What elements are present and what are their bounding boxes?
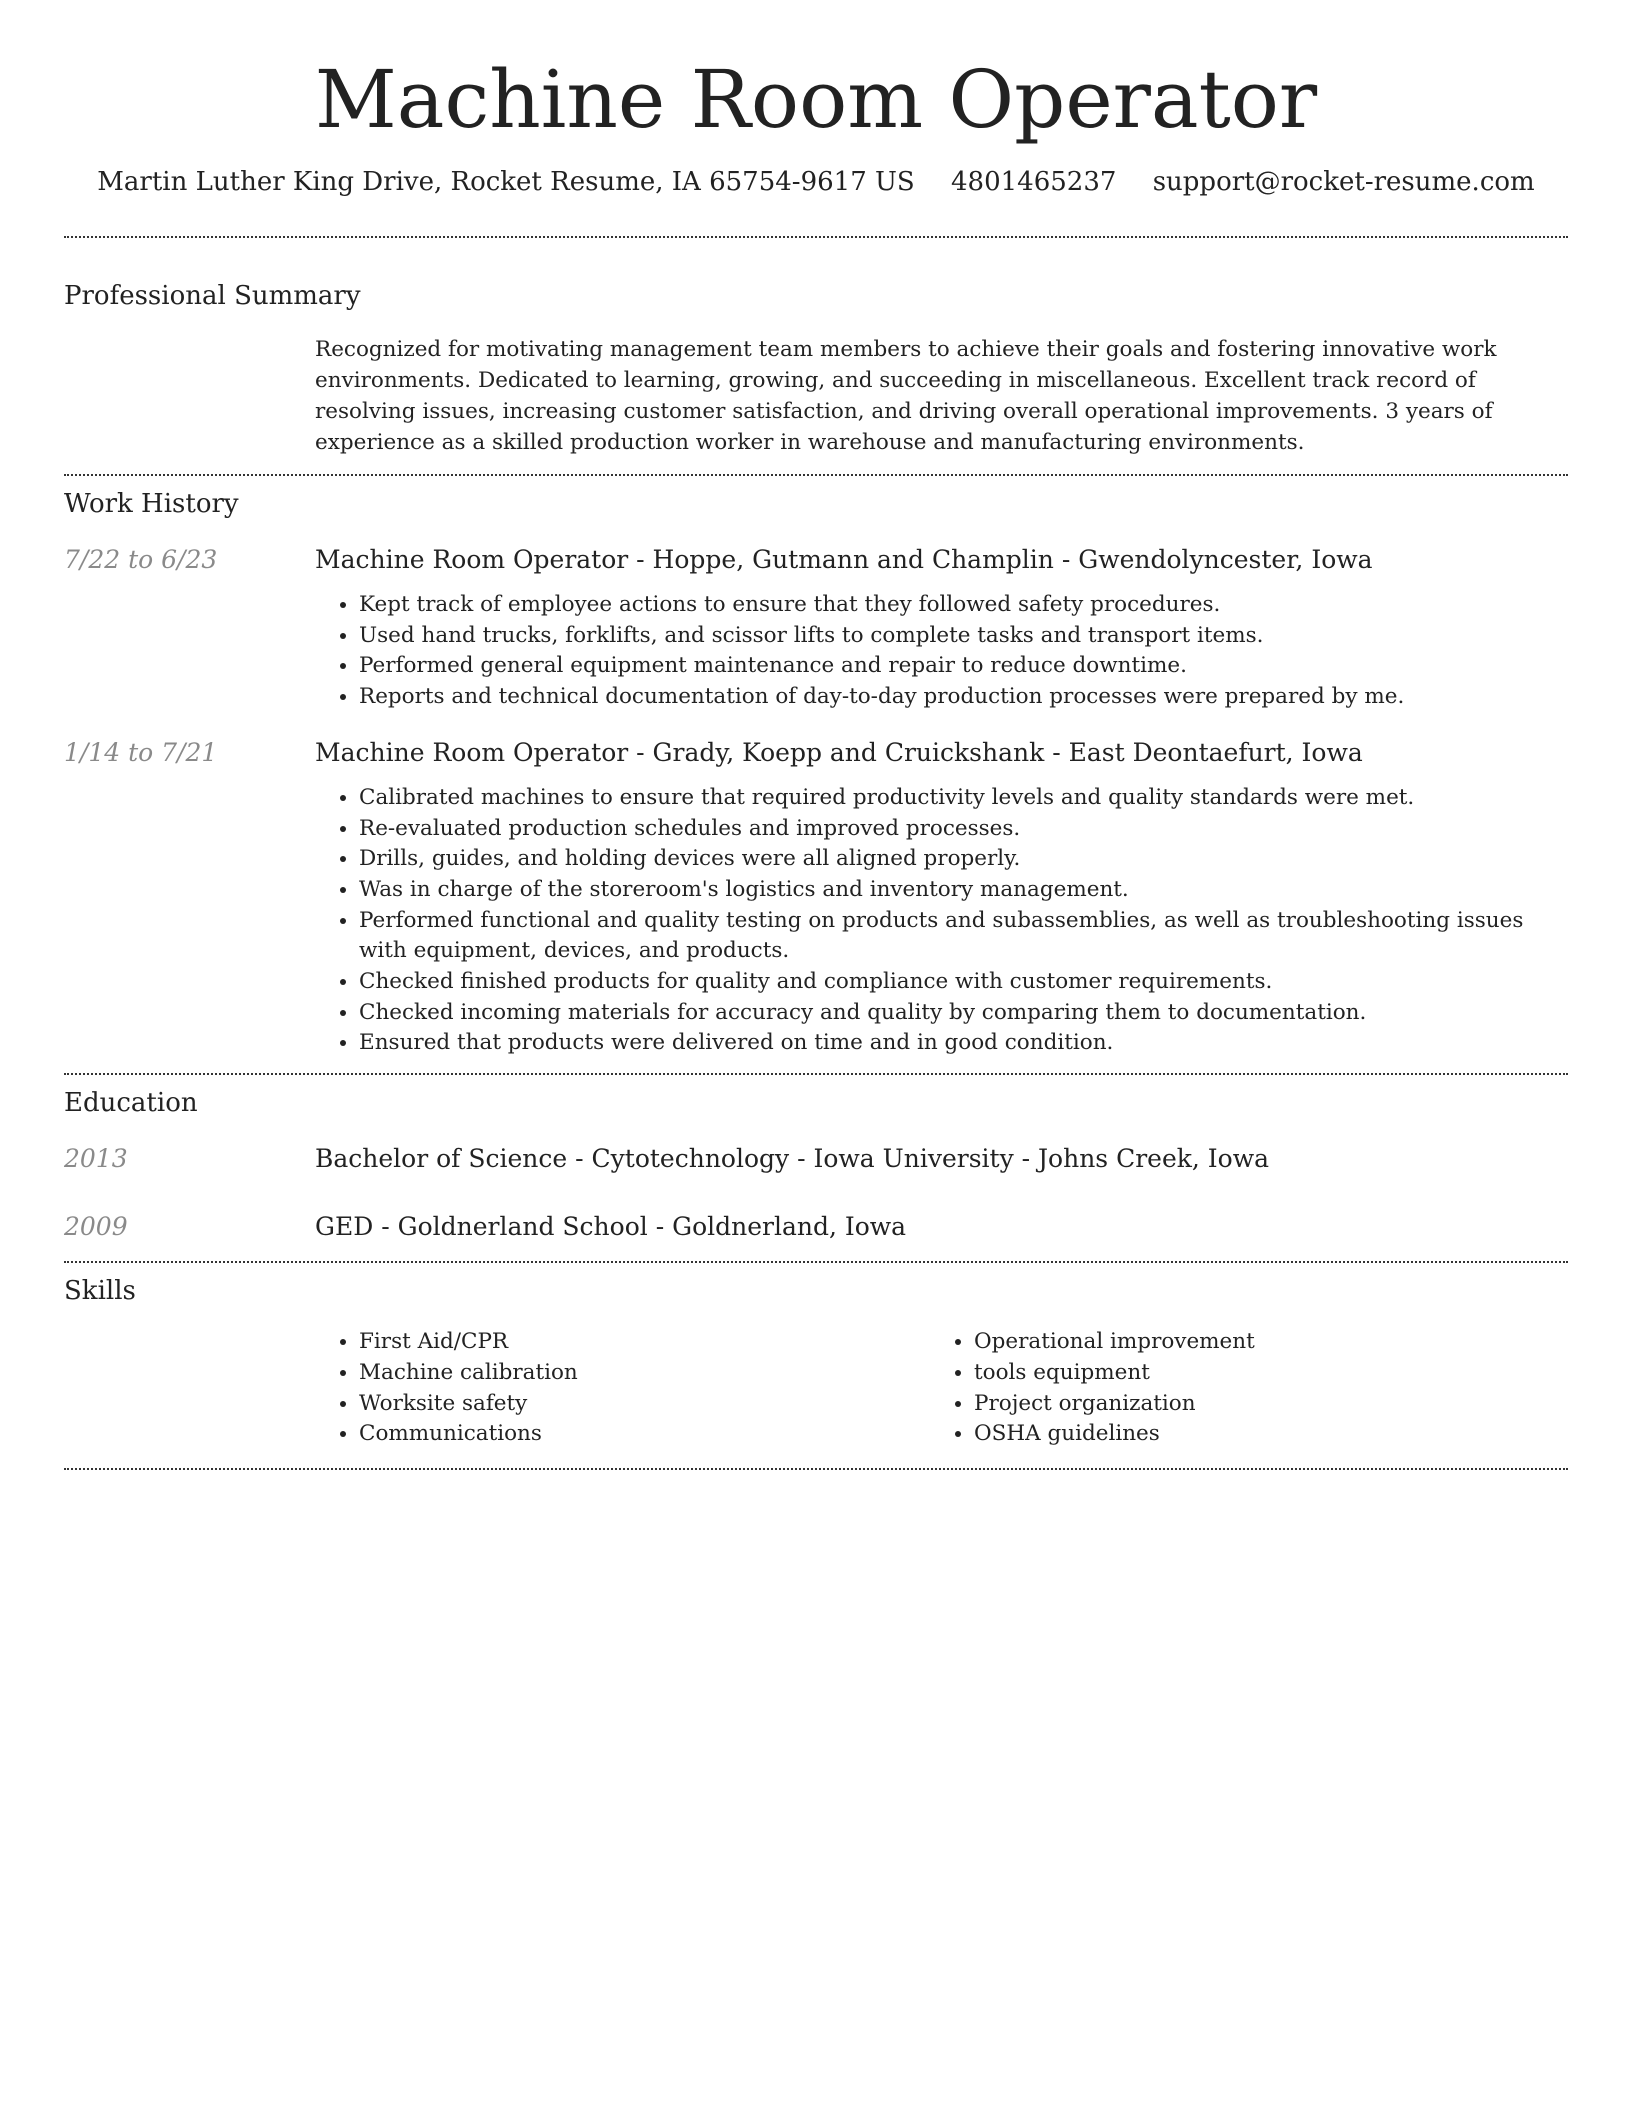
work-entry bbox=[64, 542, 1568, 713]
bullet-item: • Calibrated machines to ensure that required productivity levels and quality standards were met. bbox=[359, 783, 1568, 814]
skill-item: • Worksite safety bbox=[359, 1389, 930, 1420]
summary-text: Recognized for motivating management team members to achieve their goals and fostering innovative work environments. Dedicated to learning, growing, and succeeding in miscellaneous. Excellent track record of resolving issues, increasing customer satisfaction, and driving overall operational improvements. 3 years of experience as a skilled production worker in warehouse and manufacturing environments. bbox=[315, 337, 1497, 455]
work-entry-dates: 7/22 to 6/23 bbox=[64, 545, 218, 574]
bullet-item: • Drills, guides, and holding devices were all aligned properly. bbox=[359, 844, 1568, 875]
skills-list-right bbox=[930, 1327, 1545, 1450]
work-entry-dates: 1/14 to 7/21 bbox=[64, 737, 218, 767]
work-entry-body bbox=[315, 735, 1568, 1059]
skill-item: • Communications bbox=[359, 1419, 930, 1450]
education-year: 2013 bbox=[64, 1144, 128, 1174]
bullet-item: • Checked finished products for quality and compliance with customer requirements. bbox=[359, 967, 1568, 998]
section-title-education: Education bbox=[64, 1088, 198, 1119]
work-entry bbox=[64, 735, 1568, 1059]
contact-phone: 4801465237 bbox=[951, 167, 1117, 197]
divider bbox=[64, 1073, 1568, 1075]
skill-item: • OSHA guidelines bbox=[974, 1419, 1545, 1450]
resume-name-title: Machine Room Operator bbox=[314, 53, 1318, 146]
education-year: 2009 bbox=[64, 1212, 128, 1242]
work-entry-bullets bbox=[315, 783, 1568, 1059]
contact-email: support@rocket-resume.com bbox=[1152, 167, 1535, 197]
skill-item: • Operational improvement bbox=[974, 1327, 1545, 1358]
section-title-summary: Professional Summary bbox=[64, 281, 361, 311]
bullet-item: • Was in charge of the storeroom's logistics and inventory management. bbox=[359, 875, 1568, 906]
skills-columns bbox=[315, 1327, 1568, 1450]
skill-item: • First Aid/CPR bbox=[359, 1327, 930, 1358]
skill-item: • Project organization bbox=[974, 1389, 1545, 1420]
education-entry bbox=[64, 1141, 1568, 1177]
divider bbox=[64, 1261, 1568, 1263]
work-entry-bullets bbox=[315, 590, 1568, 713]
skills-list-left bbox=[315, 1327, 930, 1450]
divider bbox=[64, 236, 1568, 238]
bullet-item: • Used hand trucks, forklifts, and scissor lifts to complete tasks and transport items. bbox=[359, 621, 1568, 652]
resume-page bbox=[64, 0, 1568, 1470]
bullet-item: • Ensured that products were delivered on time and in good condition. bbox=[359, 1028, 1568, 1059]
divider bbox=[64, 474, 1568, 476]
work-entry-heading: Machine Room Operator - Hoppe, Gutmann and Champlin - Gwendolyncester, Iowa bbox=[315, 545, 1373, 574]
bullet-item: • Re-evaluated production schedules and improved processes. bbox=[359, 814, 1568, 845]
work-entry-body bbox=[315, 542, 1568, 713]
section-title-skills: Skills bbox=[64, 1276, 136, 1307]
bullet-item: • Checked incoming materials for accuracy and quality by comparing them to documentation. bbox=[359, 998, 1568, 1029]
education-entry bbox=[64, 1209, 1568, 1245]
bullet-item: • Reports and technical documentation of day-to-day production processes were prepared by me. bbox=[359, 682, 1568, 713]
contact-line bbox=[64, 164, 1568, 200]
skill-item: • Machine calibration bbox=[359, 1358, 930, 1389]
skill-item: • tools equipment bbox=[974, 1358, 1545, 1389]
bullet-item: • Performed functional and quality testing on products and subassemblies, as well as troubleshooting issues with equipment, devices, and products. bbox=[359, 906, 1568, 967]
section-title-work-history: Work History bbox=[64, 489, 239, 519]
education-entry-body bbox=[315, 1209, 1568, 1245]
bullet-item: • Kept track of employee actions to ensure that they followed safety procedures. bbox=[359, 590, 1568, 621]
work-entry-heading: Machine Room Operator - Grady, Koepp and Cruickshank - East Deontaefurt, Iowa bbox=[315, 737, 1363, 767]
divider bbox=[64, 1468, 1568, 1470]
bullet-item: • Performed general equipment maintenance and repair to reduce downtime. bbox=[359, 651, 1568, 682]
education-heading: GED - Goldnerland School - Goldnerland, Iowa bbox=[315, 1212, 907, 1242]
education-heading: Bachelor of Science - Cytotechnology - Iowa University - Johns Creek, Iowa bbox=[315, 1144, 1270, 1174]
education-entry-body bbox=[315, 1141, 1568, 1177]
contact-address: Martin Luther King Drive, Rocket Resume, IA 65754-9617 US bbox=[97, 167, 915, 197]
